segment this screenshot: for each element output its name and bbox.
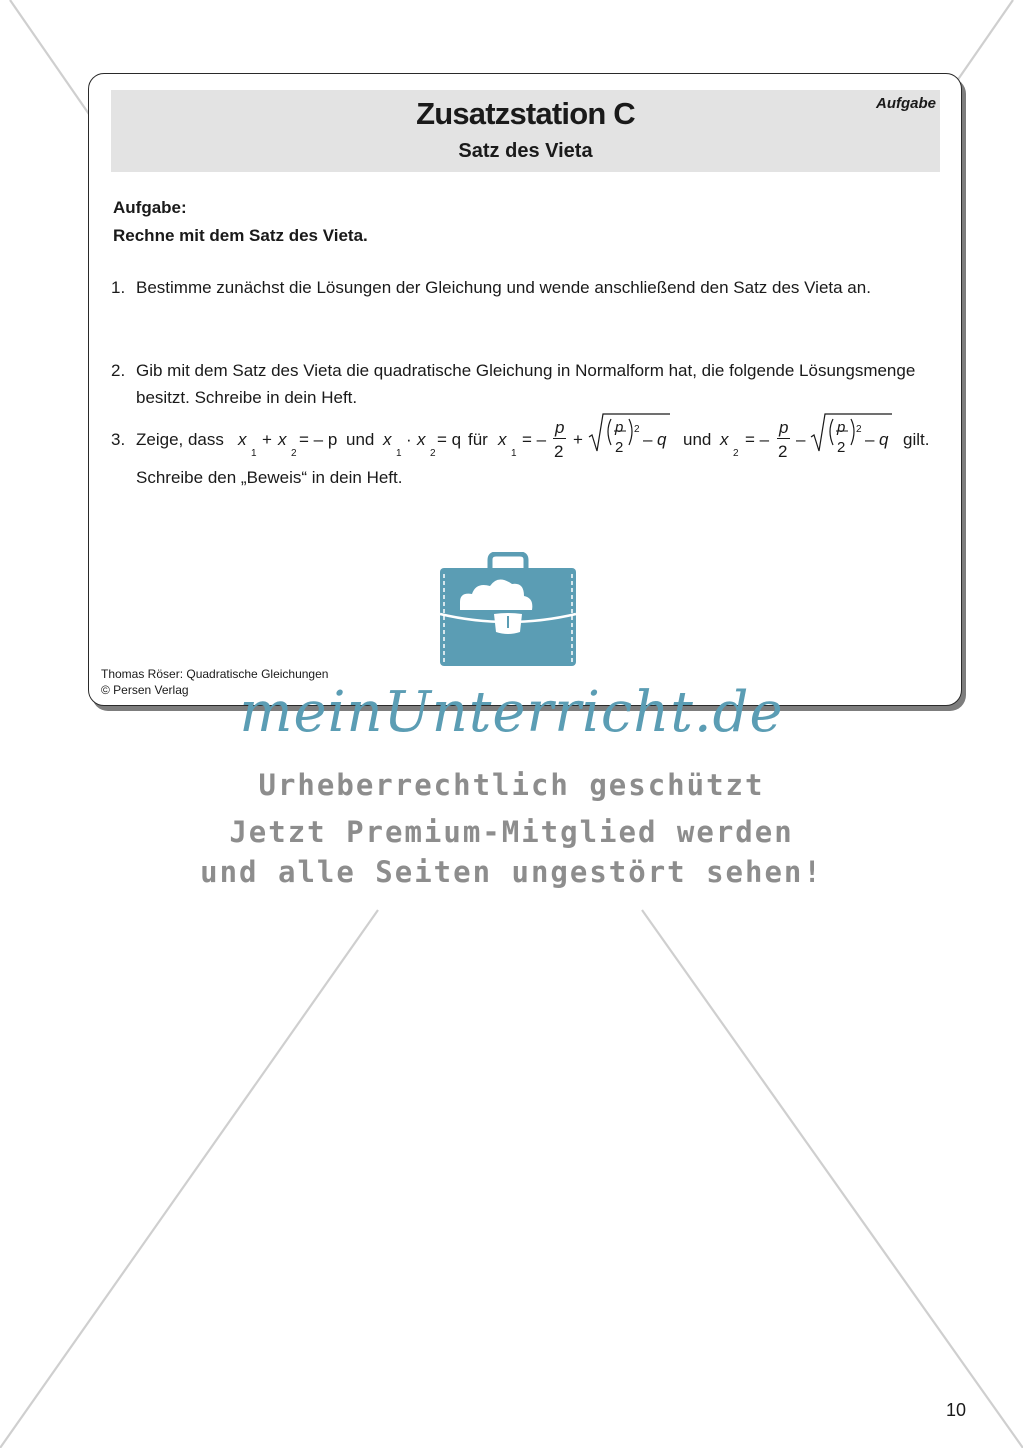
math-eq-minus-p: = – p: [299, 430, 338, 449]
watermark-copyright: Urheberrechtlich geschützt: [258, 768, 765, 802]
math-x: x: [720, 430, 729, 449]
watermark-logo: meinUnterricht.de: [239, 680, 784, 745]
math-frac-den: 2: [837, 439, 846, 456]
station-title: Zusatzstation C: [416, 96, 635, 131]
briefcase-cloud-icon: [438, 552, 578, 668]
math-fuer: für: [468, 430, 488, 449]
math-minus: –: [865, 430, 875, 449]
math-eq-q: = q: [437, 430, 462, 449]
math-frac-den: 2: [554, 442, 564, 461]
math-frac-den: 2: [778, 442, 788, 461]
math-x: x: [498, 430, 507, 449]
credit-author-title: Thomas Röser: Quadratische Gleichungen: [101, 667, 329, 681]
math-und: und: [346, 430, 375, 449]
item-text-line2: Schreibe den „Beweis“ in dein Heft.: [136, 468, 403, 487]
math-exponent: 2: [634, 424, 640, 435]
type-label: Aufgabe: [876, 95, 936, 112]
math-sub: 1: [251, 448, 257, 459]
math-x: x: [238, 430, 247, 449]
task-card: [88, 73, 962, 706]
task-instruction: Rechne mit dem Satz des Vieta.: [113, 226, 368, 245]
item-text: Bestimme zunächst die Lösungen der Gleichung und wende anschließend den Satz des Vieta an.: [136, 278, 871, 297]
math-dot: ·: [406, 430, 412, 449]
task-heading: Aufgabe:: [113, 198, 187, 217]
math-frac-num: p: [779, 418, 789, 437]
math-plus: +: [262, 430, 272, 449]
math-text-zeige: Zeige, dass: [136, 430, 224, 449]
math-q: q: [657, 430, 667, 449]
item-number: 1.: [111, 278, 126, 297]
watermark-premium-line2: und alle Seiten ungestört sehen!: [200, 855, 823, 889]
math-x: x: [383, 430, 392, 449]
task-item-3: [111, 418, 931, 496]
item-number: 3.: [111, 430, 126, 449]
math-minus: –: [796, 430, 806, 449]
math-x: x: [417, 430, 426, 449]
math-exponent: 2: [856, 424, 862, 435]
math-q: q: [879, 430, 889, 449]
math-sub: 2: [430, 448, 436, 459]
math-frac-num: p: [837, 419, 846, 436]
math-sub: 1: [511, 448, 517, 459]
math-eq-minus: = –: [522, 430, 547, 449]
math-sub: 2: [733, 448, 739, 459]
math-sub: 1: [396, 448, 402, 459]
math-sub: 2: [291, 448, 297, 459]
math-plus: +: [573, 430, 583, 449]
math-frac-den: 2: [615, 439, 624, 456]
math-frac-num: p: [555, 418, 565, 437]
math-und: und: [683, 430, 712, 449]
math-x: x: [278, 430, 287, 449]
math-minus: –: [643, 430, 653, 449]
page-number: 10: [945, 1400, 966, 1420]
math-gilt: gilt.: [903, 430, 930, 449]
math-eq-minus: = –: [745, 430, 770, 449]
item-text: Gib mit dem Satz des Vieta die quadratische Gleichung in Normalform hat, die folgende Lösungsmenge besitzt. Schreibe in dein Heft.: [136, 361, 916, 407]
credit-publisher: © Persen Verlag: [101, 683, 189, 697]
card-header: [111, 90, 940, 172]
watermark-premium-line1: Jetzt Premium-Mitglied werden: [229, 815, 794, 849]
math-frac-num: p: [615, 419, 624, 436]
station-subtitle: Satz des Vieta: [458, 140, 593, 162]
task-heading-block: [113, 194, 368, 250]
item-number: 2.: [111, 361, 126, 380]
